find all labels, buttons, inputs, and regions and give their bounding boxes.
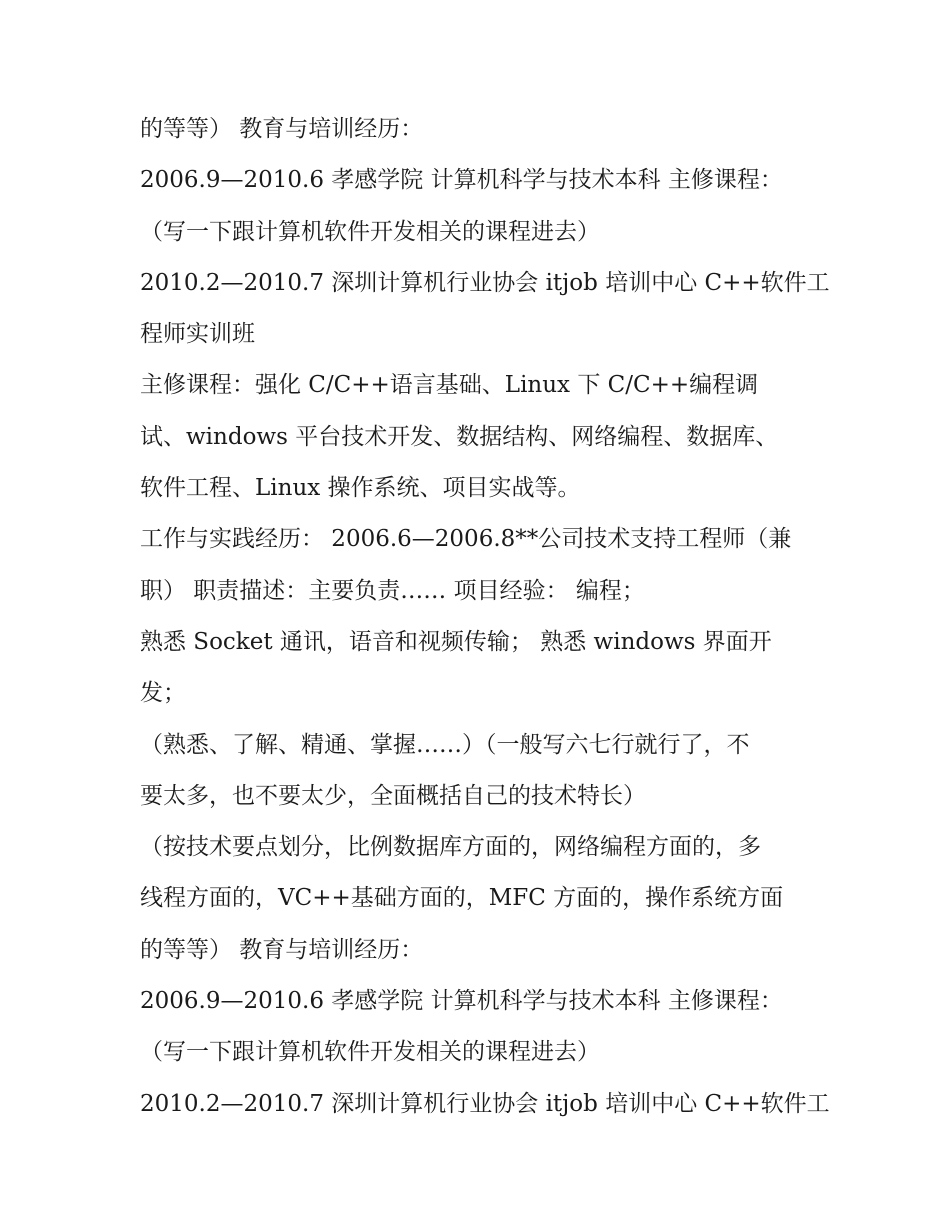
text-line: 程师实训班 (140, 321, 255, 348)
document-body (140, 104, 830, 1130)
text-line: 2006.9—2010.6 孝感学院 计算机科学与技术本科 主修课程： (140, 167, 783, 194)
text-line: （写一下跟计算机软件开发相关的课程进去） (140, 1039, 600, 1066)
text-line: （按技术要点划分，比例数据库方面的，网络编程方面的，多 (140, 834, 761, 861)
text-line: 试、windows 平台技术开发、数据结构、网络编程、数据库、 (140, 423, 779, 450)
text-line: 2010.2—2010.7 深圳计算机行业协会 itjob 培训中心 C++软件工 (140, 1090, 830, 1117)
text-line: 线程方面的，VC++基础方面的，MFC 方面的，操作系统方面 (140, 885, 784, 912)
text-line: 发； (140, 680, 186, 707)
text-line: 工作与实践经历： 2006.6—2006.8**公司技术支持工程师（兼 (140, 526, 792, 553)
text-line: （熟悉、了解、精通、掌握……）（一般写六七行就行了，不 (140, 731, 750, 758)
text-line: 软件工程、Linux 操作系统、项目实战等。 (140, 475, 581, 502)
text-line: 的等等） 教育与培训经历： (140, 116, 424, 142)
text-line: 2010.2—2010.7 深圳计算机行业协会 itjob 培训中心 C++软件工 (140, 269, 830, 296)
text-line: 主修课程：强化 C/C++语言基础、Linux 下 C/C++编程调 (140, 372, 759, 399)
text-line: 要太多，也不要太少，全面概括自己的技术特长） (140, 782, 646, 809)
text-line: 的等等） 教育与培训经历： (140, 936, 424, 963)
text-line: （写一下跟计算机软件开发相关的课程进去） (140, 218, 600, 245)
text-line: 职） 职责描述：主要负责…… 项目经验： 编程； (140, 577, 645, 604)
text-line: 2006.9—2010.6 孝感学院 计算机科学与技术本科 主修课程： (140, 988, 783, 1015)
text-line: 熟悉 Socket 通讯，语音和视频传输； 熟悉 windows 界面开 (140, 628, 772, 655)
